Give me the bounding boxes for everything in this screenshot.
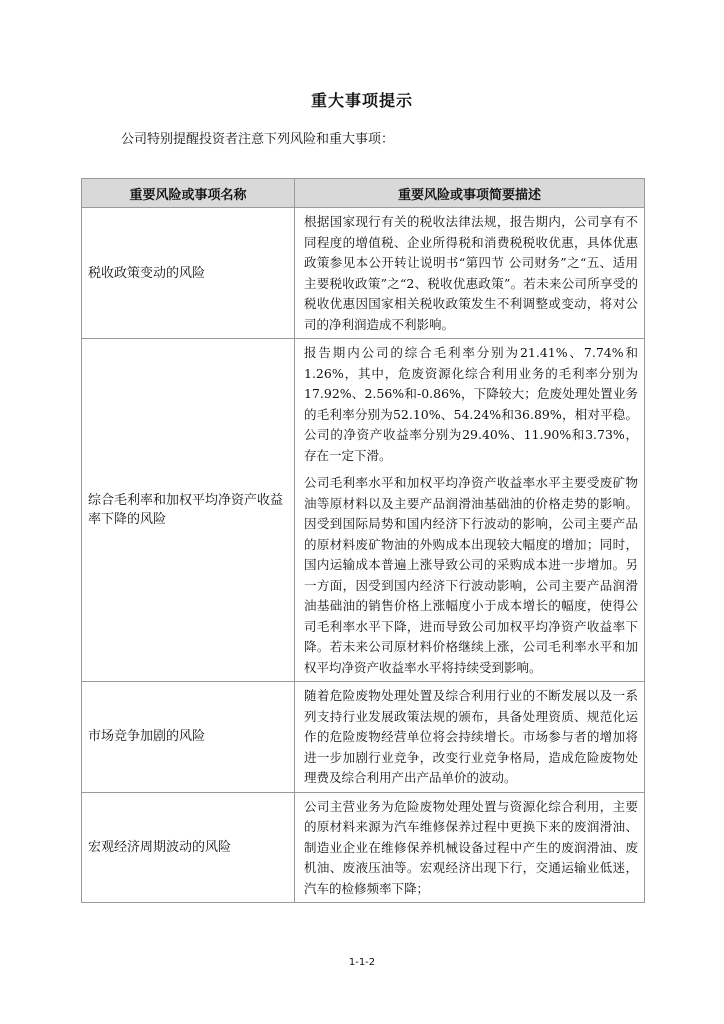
table-row xyxy=(82,339,645,682)
risk-name-cell: 综合毛利率和加权平均净资产收益率下降的风险 xyxy=(82,339,295,682)
risk-name-cell: 市场竞争加剧的风险 xyxy=(82,682,295,793)
header-risk-name: 重要风险或事项名称 xyxy=(82,179,295,208)
risk-description-paragraph: 随着危险废物处理处置及综合利用行业的不断发展以及一系列支持行业发展政策法规的颁布，具备处理资质、规范化运作的危险废物经营单位将会持续增长。市场参与者的增加将进一步加剧行业竞争，改变行业竞争格局，造成危险废物处理费及综合利用产出产品单价的波动。 xyxy=(304,688,638,785)
risk-description-paragraph: 公司毛利率水平和加权平均净资产收益率水平主要受废矿物油等原材料以及主要产品润滑油基础油的价格走势的影响。因受到国际局势和国内经济下行波动的影响，公司主要产品的原材料废矿物油的外购成本出现较大幅度的增加；同时，国内运输成本普遍上涨导致公司的采购成本进一步增加。另一方面，因受到国内经济下行波动影响，公司主要产品润滑油基础油的销售价格上涨幅度小于成本增长的幅度，使得公司毛利率水平下降，进而导致公司加权平均净资产收益率下降。若未来公司原材料价格继续上涨，公司毛利率水平和加权平均净资产收益率水平将持续受到影响。 xyxy=(304,475,638,675)
risk-table xyxy=(81,178,645,903)
risk-description-cell xyxy=(295,208,645,339)
risk-description-cell xyxy=(295,792,645,903)
risk-description-paragraph: 根据国家现行有关的税收法律法规，报告期内，公司享有不同程度的增值税、企业所得税和消费税税收优惠，具体优惠政策参见本公开转让说明书“第四节 公司财务”之“五、适用主要税收政策”之“2、税收优惠政策”。若未来公司所享受的税收优惠因国家相关税收政策发生不利调整或变动，将对公司的净利润造成不利影响。 xyxy=(304,214,638,332)
table-header-row xyxy=(82,179,645,208)
page-title: 重大事项提示 xyxy=(310,91,413,110)
risk-name-cell: 宏观经济周期波动的风险 xyxy=(82,792,295,903)
risk-description-paragraph: 报告期内公司的综合毛利率分别为21.41%、7.74%和1.26%，其中，危废资源化综合利用业务的毛利率分别为17.92%、2.56%和-0.86%，下降较大；危废处理处置业务的毛利率分别为52.10%、54.24%和36.89%，相对平稳。公司的净资产收益率分别为29.40%、11.90%和3.73%，存在一定下滑。 xyxy=(304,345,638,463)
table-row xyxy=(82,208,645,339)
header-risk-description: 重要风险或事项简要描述 xyxy=(295,179,645,208)
risk-description-cell xyxy=(295,339,645,682)
risk-name-cell: 税收政策变动的风险 xyxy=(82,208,295,339)
risk-description-paragraph: 公司主营业务为危险废物处理处置与资源化综合利用，主要的原材料来源为汽车维修保养过程中更换下来的废润滑油、制造业企业在维修保养机械设备过程中产生的废润滑油、废机油、废液压油等。宏观经济出现下行，交通运输业低迷，汽车的检修频率下降； xyxy=(304,798,638,896)
table-row xyxy=(82,682,645,793)
intro-text: 公司特别提醒投资者注意下列风险和重大事项： xyxy=(121,132,395,147)
risk-description-cell xyxy=(295,682,645,793)
table-row xyxy=(82,792,645,903)
page-number: 1-1-2 xyxy=(348,957,376,968)
